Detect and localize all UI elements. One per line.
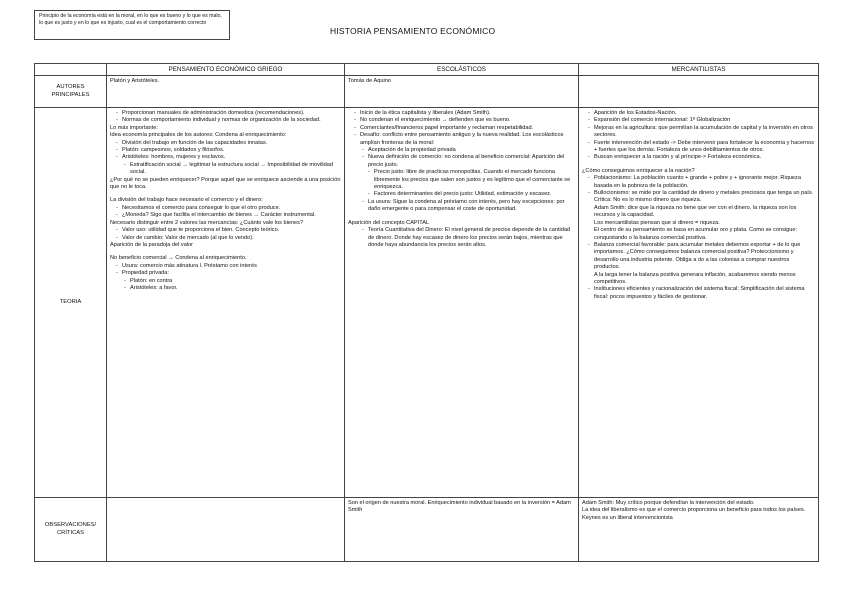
text-line: Son el origen de nuestra moral. Enriquecimiento individual basado en la inversión = Adam Smith — [348, 500, 571, 514]
row-label-observaciones: OBSERVACIONES/ CRÍTICAS — [35, 498, 107, 562]
text-line: Aparición del concepto CAPITAL — [348, 219, 430, 226]
list-item: - Normas de comportamiento individual y normas de organización de la sociedad. — [116, 117, 341, 124]
list-item: - Usura: comercio más atinatura l. Préstamo con interés — [116, 263, 341, 270]
col-header-griego: PENSAMIENTO ECONÓMICO GRIEGO — [107, 64, 345, 76]
list-item: - Bullocionismo: se mide por la cantidad de dinero y metales preciosos que tenga un país. — [588, 190, 815, 197]
text-line: Lo más importante: — [110, 124, 158, 131]
teoria-griego — [107, 108, 345, 498]
list-item: - Expansión del comercio internacional: 1ª Globalización — [588, 117, 815, 124]
list-item: - Instituciones eficientes y racionalización del sistema fiscal: Simplificación del sistema fiscal: pocos impuestos y fáciles de gestionar. — [588, 286, 815, 301]
list-item: - Necesitamos el comercio para conseguir lo que el otro produce. — [116, 205, 341, 212]
list-item: - Desafío: conflicto entre pensamiento antiguo y la nueva realidad. Los escolásticos amplían fronteras de la moral: — [354, 132, 575, 147]
row-label-teoria: TEORIA — [35, 108, 107, 498]
list-item: - Aristóteles: a favor. — [124, 285, 341, 292]
list-item: - Precio justo: libre de practicas monopolitas. Cuando el mercado funciona libremente los precios que salen son justos y es legítimo que el comerciante se enriquezca. — [368, 169, 575, 191]
teoria-mercantilistas — [579, 108, 819, 498]
text-line: No beneficio comercial → Condena al enriquecimiento. — [110, 255, 247, 262]
row-label-autores: AUTORES PRINCIPALES — [35, 76, 107, 108]
list-item: - Platón: campesinos, soldados y filósofos. — [116, 147, 341, 154]
list-item: Crítica: No es lo mismo dinero que riqueza. — [594, 197, 702, 204]
list-item: - Proporcionan manuales de administración domestica (recomendaciones). — [116, 110, 341, 117]
col-header-mercantilistas: MERCANTILISTAS — [579, 64, 819, 76]
corner-cell — [35, 64, 107, 76]
text-line: Necesario distinguir entre 2 valores las mercancías: ¿Cuánto vale los bienes? — [110, 219, 304, 226]
text-line: La división del trabajo hace necesario el comercio y el dinero: — [110, 197, 263, 204]
page-title: HISTORIA PENSAMIENTO ECONÓMICO — [330, 26, 496, 36]
list-item: - Platón: en contra — [124, 278, 341, 285]
text-line: ¿Por qué no se pueden enriquecer? Porque aquel que se enriquece asciende a una posición que no le toca. — [110, 176, 341, 191]
autores-mercantilistas — [579, 76, 819, 108]
autores-griego: Platón y Aristóteles. — [107, 76, 345, 108]
principle-note: Principio de la economía está en la moral, en lo que es bueno y lo que es malo, lo que es justo y en lo que es injusto, cual es el comportamiento correcto — [34, 10, 230, 40]
obs-griego — [107, 498, 345, 562]
text-line: Aparición de la paradoja del valor — [110, 241, 194, 248]
list-item: - No condenan el enriquecimiento → defienden que es bueno. — [354, 117, 575, 124]
autores-escolasticos: Tomás de Aquino — [345, 76, 579, 108]
list-item: - Teoría Cuantitativa del Dinero: El nivel general de precios depende de la cantidad de dinero. Donde hay escasez de dinero los precios serán bajos, mientras que donde haya abundancia los precios serán altos. — [362, 227, 575, 249]
text-line: Keynes es un liberal intervencionista — [582, 514, 673, 521]
teoria-escolasticos — [345, 108, 579, 498]
text-line: La idea del liberalismo es que el comercio proporciona un beneficio para todos los países. — [582, 507, 806, 514]
list-item: - Aparición de los Estados-Nación. — [588, 110, 815, 117]
list-item: Adam Smith: dice que la riqueza no tiene que ver con el dinero, la riqueza son los recursos y la capacidad. — [594, 204, 797, 219]
text-line: Adam Smith: Muy crítico porque defendían la intervención del estado. — [582, 500, 755, 506]
list-item: - Aceptación de la propiedad privada — [362, 147, 575, 154]
list-item: - Poblacionismo: La población cuanto + grande + pobre y + ignorante mejor. Riqueza basada en la pobreza de la población. — [588, 175, 815, 190]
list-item: A la larga tener la balanza positiva generara inflación, acabaremos siendo menos competitivos. — [594, 271, 796, 285]
obs-escolasticos — [345, 498, 579, 562]
list-item: - Estratificación social → legitimar la estructura social → Imposibilidad de movilidad social. — [124, 162, 341, 177]
list-item: - Buscan enriquecer a la nación y al príncipe-> Fortaleza económica. — [588, 154, 815, 161]
list-item: - Inicio de la ética capitalista y liberales (Adam Smith). — [354, 110, 575, 117]
comparison-table — [34, 63, 819, 562]
text-line: Idea economía principales de los autores: Condena al enriquecimiento: — [110, 132, 287, 139]
list-item: - Valor de cambio: Valor de mercado (al que lo vendo). — [116, 235, 341, 242]
text-line: ¿Cómo conseguimos enriquecer a la nación? — [582, 167, 695, 174]
col-header-escolasticos: ESCOLÁSTICOS — [345, 64, 579, 76]
list-item: - Nueva definición de comercio: no condena al beneficio comercial: Aparición del precio justo. — [362, 154, 575, 169]
list-item: El centro de su pensamiento se basa en acumular oro y plata. Como se consigue: conquistando o la balanza comercial positiva. — [594, 227, 798, 241]
list-item: - Propiedad privada: — [116, 270, 341, 277]
list-item: - Valor uso: utilidad que te proporciona el bien. Concepto teórico. — [116, 227, 341, 234]
list-item: - ¿Moneda? Sigo que facilita el intercambio de bienes → Carácter instrumental. — [116, 212, 341, 219]
list-item: - Aristóteles: hombres, mujeres y esclavos. — [116, 154, 341, 161]
list-item: - Fuerte intervención del estado -> Debe intervenir para fortalecer la economía y hacernos + fuertes que los demás. Fortaleza de unos debilitamientos de otros. — [588, 140, 815, 155]
list-item: - Mejoras en la agricultura: que permitían la acumulación de capital y la inversión en otros sectores. — [588, 125, 815, 140]
list-item: - Factores determinantes del precio justo: Utilidad, estimación y escasez. — [368, 191, 575, 198]
list-item: - Balanza comercial favorable: para acumular metales debemos exportar + de lo que importamos. ¿Cómo conseguimos balanza comercial positiva? Proteccionismo y desarrollo una industria potente. Obliga a do a las colonias a comprar nuestros productos. — [588, 242, 815, 272]
list-item: Los mercantilistas piensan que si dinero = riqueza. — [594, 219, 720, 226]
list-item: - División del trabajo en función de las capacidades innatas. — [116, 140, 341, 147]
list-item: - La usura: Sigue la condena al préstamo con interés, pero hay excepciones: por daño emergente o para compensar el coste de oportunidad. — [362, 199, 575, 214]
obs-mercantilistas — [579, 498, 819, 562]
list-item: - Comerciantes/financieros papel importante y reclaman respetabilidad. — [354, 125, 575, 132]
